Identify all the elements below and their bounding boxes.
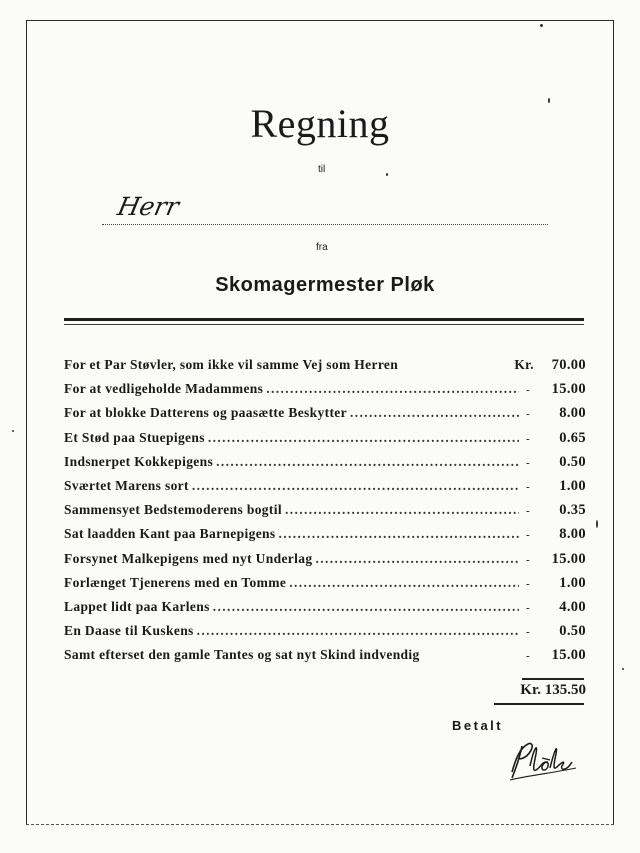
line-item <box>64 454 586 478</box>
leader-dash: - <box>525 626 530 639</box>
leader-dash: - <box>525 408 530 421</box>
leader-dots <box>289 575 519 591</box>
line-item-description: Sat laadden Kant paa Barnepigens <box>64 526 276 542</box>
print-speck <box>386 173 388 176</box>
leader-dots <box>266 381 519 397</box>
leader-dots <box>208 430 519 446</box>
leader-dash: - <box>525 432 530 445</box>
print-speck <box>12 430 14 432</box>
line-item-description: Forlænget Tjenerens med en Tomme <box>64 574 287 590</box>
to-label: til <box>318 164 326 175</box>
line-item-description: En Daase til Kuskens <box>64 623 194 639</box>
line-item-amount: 0.50 <box>559 453 586 470</box>
print-speck <box>622 668 624 670</box>
bill-title: Regning <box>250 101 390 146</box>
line-item <box>64 526 586 550</box>
total-amount: Kr. 135.50 <box>520 682 586 698</box>
leader-dots <box>192 478 519 494</box>
line-item-amount: 4.00 <box>559 598 586 615</box>
leader-dash: - <box>525 505 530 518</box>
leader-dash: - <box>525 553 530 566</box>
line-item-description: For at blokke Datterens og paasætte Beskytter <box>64 405 347 421</box>
line-item <box>64 381 586 405</box>
line-item <box>64 599 586 623</box>
header-rule-thin <box>64 324 584 325</box>
sender-name: Skomagermester Pløk <box>215 274 435 296</box>
header-rule-thick <box>64 318 584 321</box>
line-items <box>64 357 586 671</box>
line-item-amount: 15.00 <box>551 550 586 567</box>
recipient-prefix: Herr <box>114 192 182 221</box>
print-speck <box>540 24 543 27</box>
line-item <box>64 647 586 671</box>
leader-dots <box>285 502 519 518</box>
line-item-description: Lappet lidt paa Karlens <box>64 598 210 614</box>
line-item-amount: 8.00 <box>559 526 586 543</box>
line-item-description: Sværtet Marens sort <box>64 477 189 493</box>
leader-dots <box>350 405 519 421</box>
line-item-description: Sammensyet Bedstemoderens bogtil <box>64 502 282 518</box>
line-item-description: Indsnerpet Kokkepigens <box>64 453 214 469</box>
line-item-amount: 0.65 <box>559 429 586 446</box>
leader-dots <box>279 526 520 542</box>
line-item <box>64 405 586 429</box>
leader-dash: - <box>525 650 530 663</box>
leader-dots <box>213 599 519 615</box>
leader-dots <box>197 623 519 639</box>
leader-dash: - <box>525 456 530 469</box>
line-item-amount: 1.00 <box>559 574 586 591</box>
line-item-description: Forsynet Malkepigens med nyt Underlag <box>64 550 313 566</box>
line-item-description: For at vedligeholde Madammens <box>64 381 264 397</box>
leader-dots <box>315 551 519 567</box>
leader-dots <box>216 454 519 470</box>
paid-label: Betalt <box>452 718 504 733</box>
line-item <box>64 502 586 526</box>
line-item-amount: 70.00 <box>551 357 586 373</box>
line-item-amount: 15.00 <box>551 647 586 664</box>
print-speck <box>548 98 550 103</box>
sum-rule <box>522 678 584 680</box>
line-item <box>64 357 586 381</box>
leader-dash: - <box>525 577 530 590</box>
line-item-description: For et Par Støvler, som ikke vil samme Vej som Herren <box>64 357 399 372</box>
leader-dash: - <box>525 480 530 493</box>
line-item-amount: 15.00 <box>551 381 586 398</box>
line-item <box>64 478 586 502</box>
from-label: fra <box>316 242 328 253</box>
line-item-description: Et Stød paa Stuepigens <box>64 429 205 445</box>
line-item-amount: 0.35 <box>559 502 586 519</box>
line-item-amount: 0.50 <box>559 623 586 640</box>
line-item-currency: Kr. <box>514 357 534 372</box>
line-item <box>64 623 586 647</box>
line-item <box>64 575 586 599</box>
recipient-dotted-line <box>102 224 548 225</box>
line-item-amount: 8.00 <box>559 405 586 422</box>
line-item <box>64 430 586 454</box>
total-underline <box>494 703 584 705</box>
leader-dash: - <box>525 529 530 542</box>
line-item-description: Samt efterset den gamle Tantes og sat nyt Skind indvendig <box>64 647 420 663</box>
line-item <box>64 551 586 575</box>
print-speck <box>596 520 598 528</box>
signature-image <box>506 738 580 784</box>
leader-dash: - <box>525 601 530 614</box>
line-item-amount: 1.00 <box>559 477 586 494</box>
leader-dash: - <box>525 384 530 397</box>
